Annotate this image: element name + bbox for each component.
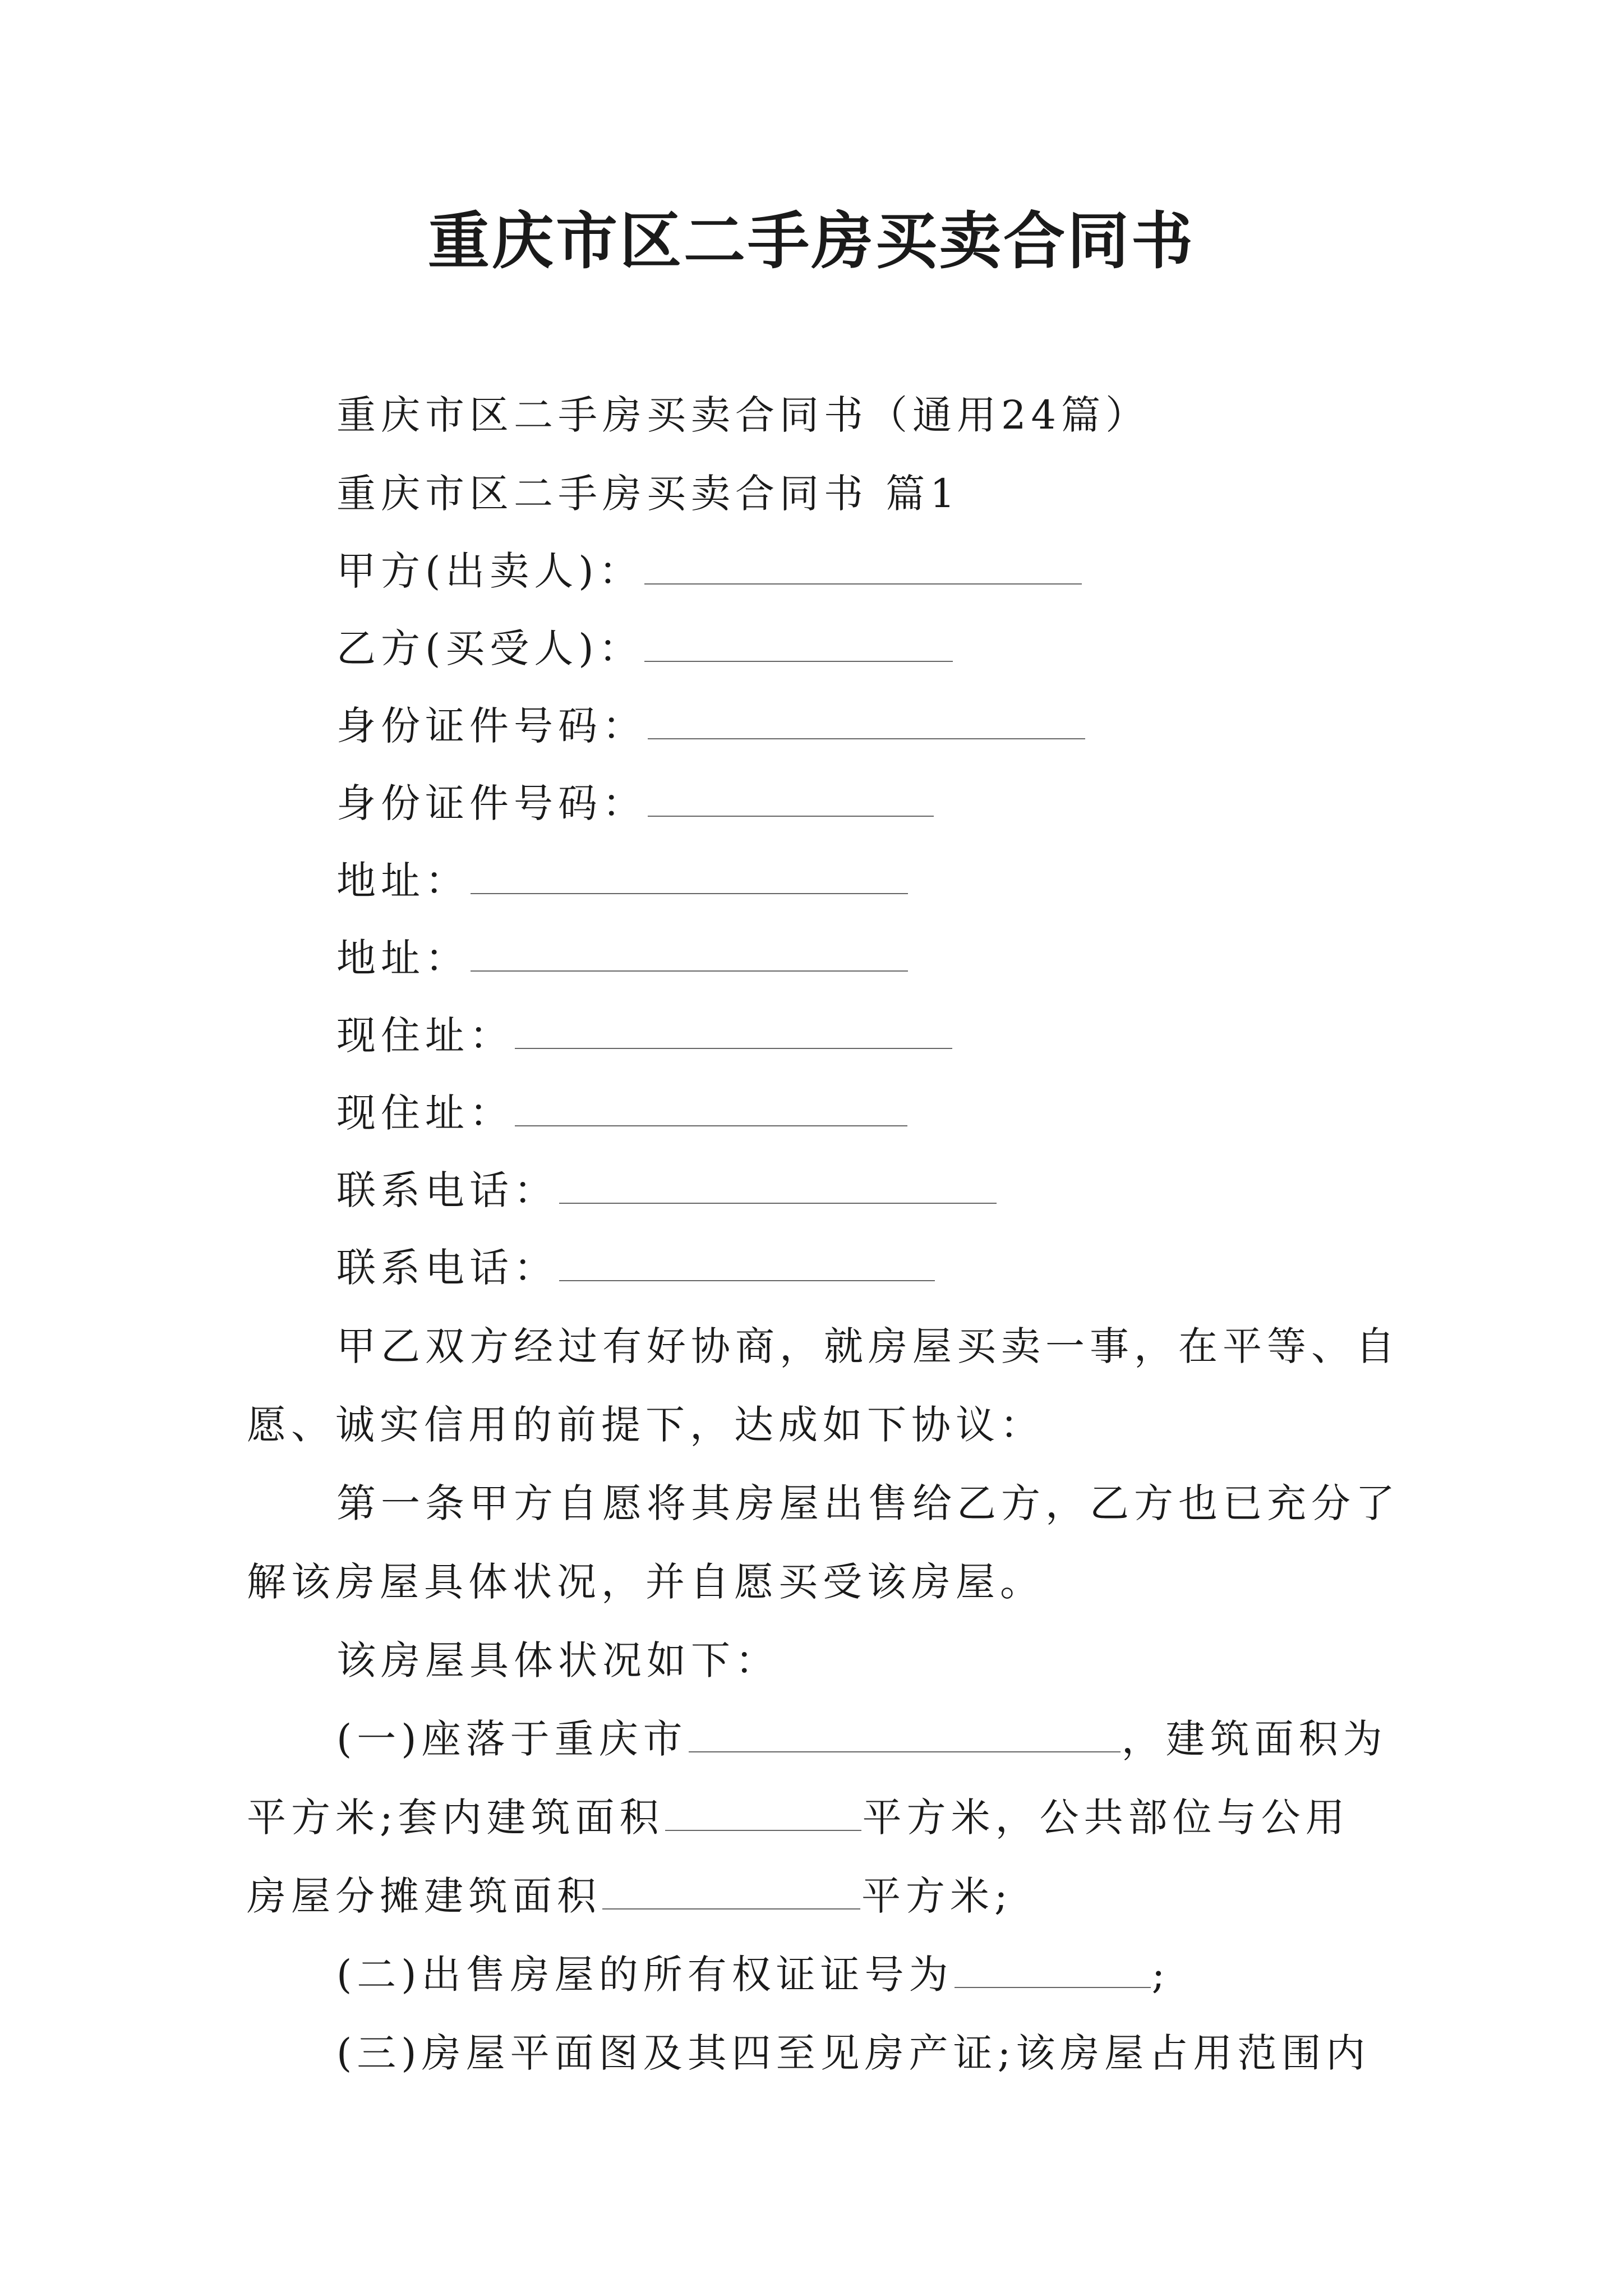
fill-in-blank (559, 1245, 935, 1281)
field-label: 联系电话： (336, 1245, 558, 1291)
text-run: ，建筑面积为 (1121, 1716, 1387, 1762)
text-run: 房屋分摊建筑面积 (247, 1873, 601, 1919)
text-run: ; (1151, 1952, 1170, 1998)
fill-in-blank (515, 1091, 907, 1126)
field-label: 乙方(买受人)： (336, 625, 643, 671)
field-label: 地址： (336, 858, 469, 904)
seller-current-address-field (336, 1007, 953, 1064)
paragraph-line (336, 1947, 1170, 2003)
paragraph-line (247, 1868, 1013, 1924)
paragraph-line (336, 1711, 1387, 1767)
fill-in-blank (515, 1013, 952, 1049)
paragraph-line: 甲乙双方经过有好协商，就房屋买卖一事，在平等、自 (336, 1323, 1400, 1369)
buyer-phone-field (336, 1240, 936, 1296)
paragraph-line: 第一条甲方自愿将其房屋出售给乙方，乙方也已充分了 (336, 1480, 1400, 1526)
seller-field (336, 543, 1083, 599)
fill-in-blank (644, 626, 953, 662)
fill-in-blank (471, 858, 908, 894)
paragraph-line: 该房屋具体状况如下： (336, 1637, 780, 1683)
document-title: 重庆市区二手房买卖合同书 (428, 205, 1195, 277)
seller-address-field (336, 853, 909, 909)
paragraph-line (247, 1789, 1350, 1846)
text-run: 平方米;套内建筑面积 (247, 1795, 664, 1841)
field-label: 现住址： (336, 1013, 514, 1059)
section-heading (336, 466, 960, 522)
seller-phone-field (336, 1162, 998, 1218)
section-heading-text: 重庆市区二手房买卖合同书 篇1 (336, 471, 960, 517)
field-label: 身份证件号码： (336, 703, 647, 749)
field-label: 地址： (336, 935, 469, 981)
field-label: 身份证件号码： (336, 780, 647, 826)
fill-in-blank (689, 1717, 1121, 1752)
subtitle-text: 重庆市区二手房买卖合同书（通用24篇） (336, 392, 1150, 438)
buyer-id-field (336, 775, 935, 831)
field-label: 现住址： (336, 1090, 514, 1136)
text-run: 平方米，公共部位与公用 (862, 1795, 1350, 1841)
fill-in-blank (471, 936, 908, 972)
fill-in-blank (602, 1874, 860, 1910)
paragraph-line: 解该房屋具体状况，并自愿买受该房屋。 (247, 1559, 1044, 1605)
paragraph-line: (三)房屋平面图及其四至见房产证;该房屋占用范围内 (336, 2030, 1371, 2076)
document-subtitle (336, 387, 1150, 443)
fill-in-blank (644, 549, 1082, 585)
buyer-address-field (336, 930, 909, 986)
text-run: (二)出售房屋的所有权证证号为 (336, 1952, 953, 1998)
field-label: 甲方(出卖人)： (336, 548, 643, 594)
fill-in-blank (648, 703, 1085, 739)
paragraph-line: 愿、诚实信用的前提下，达成如下协议： (247, 1402, 1044, 1448)
field-label: 联系电话： (336, 1167, 558, 1213)
buyer-field (336, 620, 954, 677)
text-run: (一)座落于重庆市 (336, 1716, 688, 1762)
seller-id-field (336, 698, 1086, 754)
text-run: 平方米; (861, 1873, 1013, 1919)
fill-in-blank (955, 1952, 1151, 1988)
buyer-current-address-field (336, 1085, 909, 1141)
fill-in-blank (648, 781, 934, 817)
fill-in-blank (665, 1795, 861, 1831)
fill-in-blank (559, 1168, 997, 1204)
